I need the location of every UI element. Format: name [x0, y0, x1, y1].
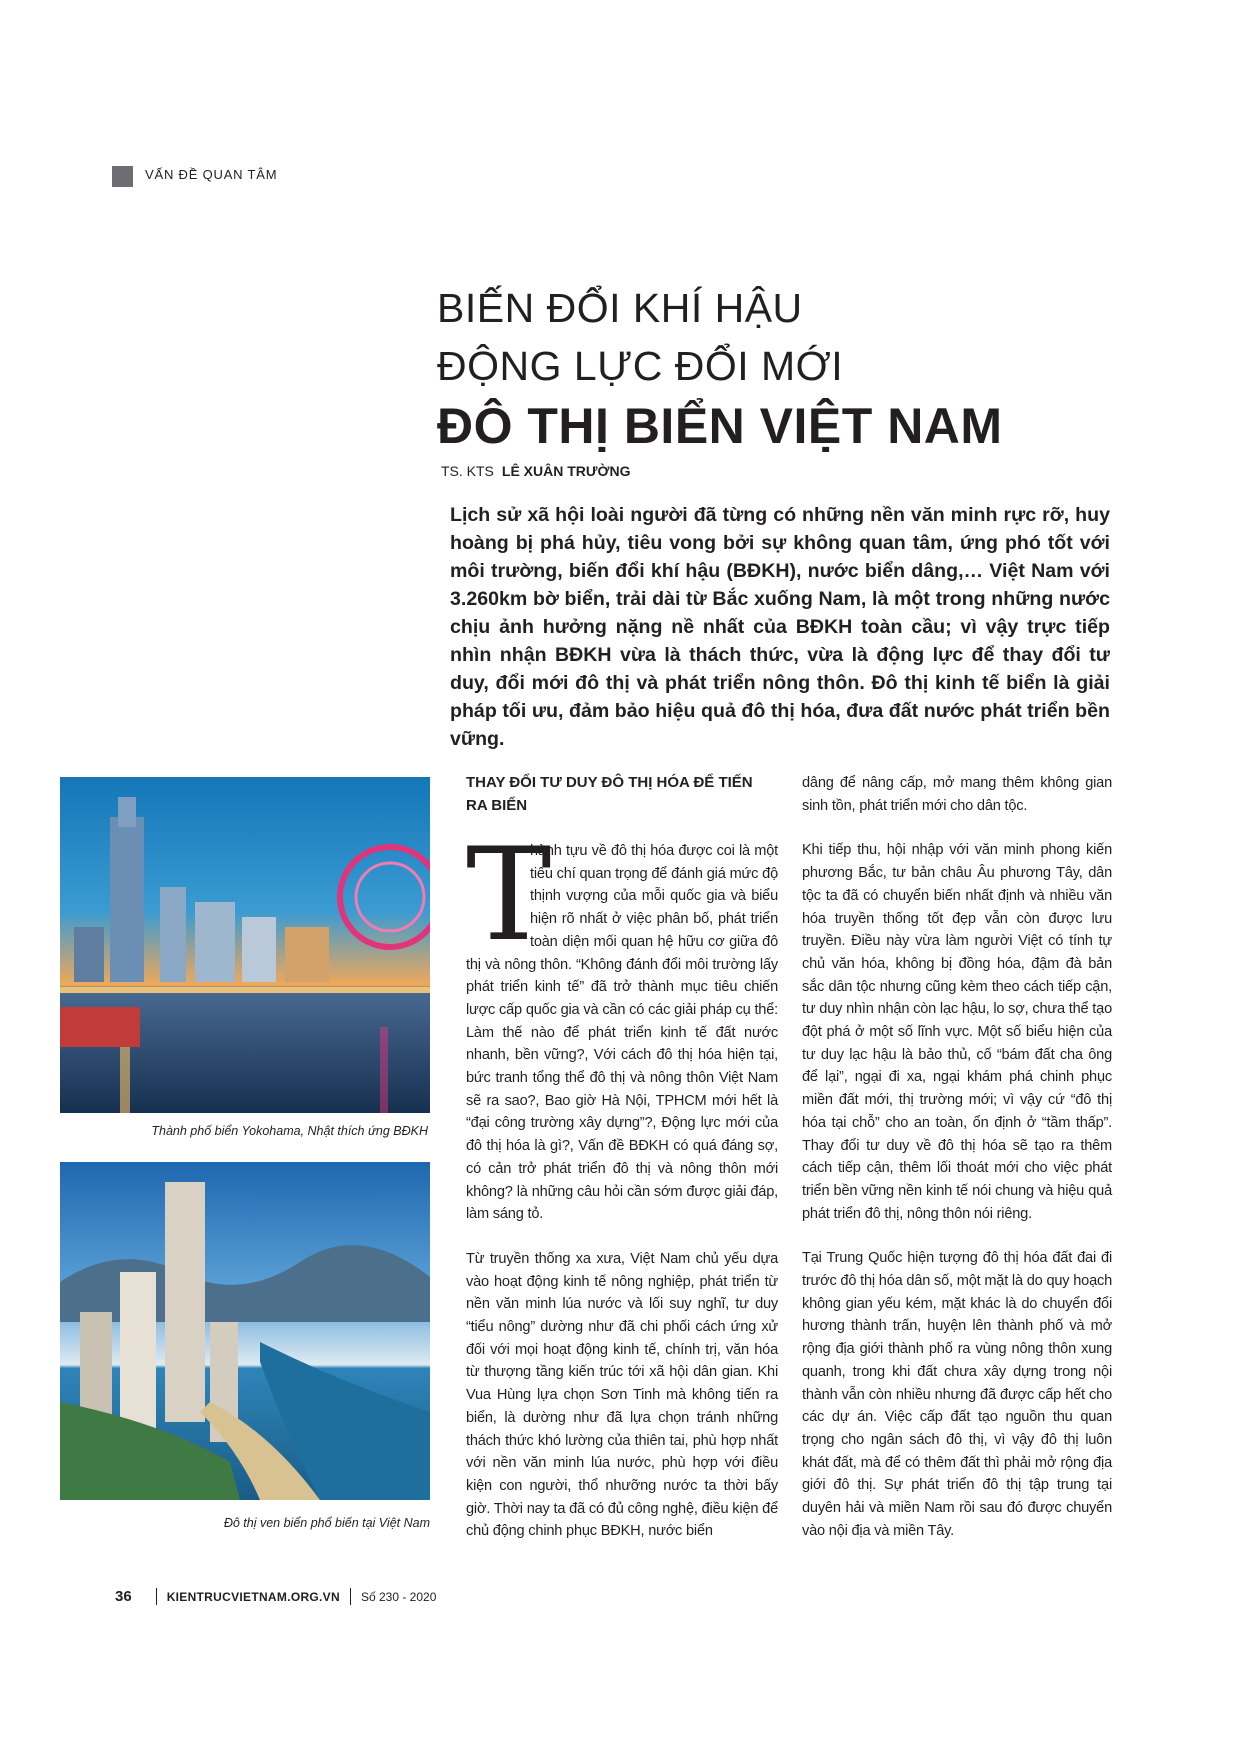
- photo-caption-1: Thành phố biển Yokohama, Nhật thích ứng BĐKH: [151, 1124, 428, 1138]
- footer-divider: [156, 1588, 157, 1605]
- footer-issue: Số 230 - 2020: [360, 1589, 437, 1604]
- byline-author: LÊ XUÂN TRƯỜNG: [501, 463, 631, 479]
- body-paragraph-3: dâng để nâng cấp, mở mang thêm không gian sinh tồn, phát triển mới cho dân tộc.: [802, 775, 1112, 814]
- page-number: 36: [115, 1588, 132, 1605]
- coastal-city-photo: [60, 1162, 430, 1500]
- section-icon: [112, 166, 133, 187]
- body-column-left: [466, 772, 778, 1543]
- title-line-1: BIẾN ĐỔI KHÍ HẬU: [437, 285, 803, 331]
- byline: [441, 463, 630, 479]
- body-paragraph-1: [466, 840, 778, 1226]
- body-paragraph-1-text: hành tựu về đô thị hóa được coi là một tiêu chí quan trọng để đánh giá mức độ thịnh vượng của mỗi quốc gia và biểu hiện rõ nhất ở việc phân bố, phát triển toàn diện mối quan hệ hữu cơ giữa đô thị và nông thôn. “Không đánh đổi môi trường lấy phát triển kinh tế” đã trở thành mục tiêu chiến lược cấp quốc gia và cần có các giải pháp cụ thể: Làm thế nào để phát triển kinh tế đất nước nhanh, bền vững?, Với cách đô thị hóa hiện tại, bức tranh tổng thể đô thị và nông thôn Việt Nam sẽ ra sao?, Bao giờ Hà Nội, TPHCM mới hết là “đại công trường xây dựng”?, Động lực mới của đô thị hóa là gì?, Vấn đề BĐKH có quá đáng sợ, có cản trở phát triển đô thị và nông thôn mới không? là những câu hỏi cần sớm được giải đáp, làm sáng tỏ.: [466, 843, 778, 1223]
- body-paragraph-4: Khi tiếp thu, hội nhập với văn minh phong kiến phương Bắc, tư bản châu Âu phương Tây, dân tộc ta đã có chuyển biến nhất định và nhiều văn hóa truyền thống tốt đẹp vẫn còn được lưu truyền. Điều này vừa làm người Việt có tính tự chủ văn hóa, không bị đồng hóa, đậm đà bản sắc dân tộc nhưng cũng kèm theo cách tiếp cận, tư duy nhìn nhận còn lạc hậu, lo sợ, chưa thể tạo đột phá ở một số lĩnh vực. Một số biểu hiện của tư duy lạc hậu là bảo thủ, cố “bám đất cha ông để lại”, ngại đi xa, ngại khám phá chinh phục miền đất mới, thị trường mới; vì vậy cứ “đô thị hóa tại chỗ” cho an toàn, ổn định ở “tầm thấp”. Thay đổi tư duy về đô thị hóa sẽ tạo ra thêm cách tiếp cận, thêm lối thoát mới cho việc phát triển bền vững nền kinh tế nói chung và hiệu quả phát triển đô thị, nông thôn nói riêng.: [802, 842, 1112, 1222]
- yokohama-illustration: [60, 777, 430, 1113]
- lead-paragraph: Lịch sử xã hội loài người đã từng có những nền văn minh rực rỡ, huy hoàng bị phá hủy, tiêu vong bởi sự không quan tâm, ứng phó tốt với môi trường, biến đổi khí hậu (BĐKH), nước biển dâng,… Việt Nam với 3.260km bờ biển, trải dài từ Bắc xuống Nam, là một trong những nước chịu ảnh hưởng nặng nề nhất của BĐKH toàn cầu; vì vậy trực tiếp nhìn nhận BĐKH vừa là thách thức, vừa là động lực để thay đổi tư duy, đổi mới đô thị và phát triển nông thôn. Đô thị kinh tế biển là giải pháp tối ưu, đảm bảo hiệu quả đô thị hóa, đưa đất nước phát triển bền vững.: [450, 504, 1110, 750]
- yokohama-photo: [60, 777, 430, 1113]
- page-footer: [115, 1588, 436, 1605]
- footer-divider: [350, 1588, 351, 1605]
- section-label: VẤN ĐỀ QUAN TÂM: [145, 167, 278, 182]
- title-line-3: ĐÔ THỊ BIỂN VIỆT NAM: [437, 398, 1003, 454]
- title-line-2: ĐỘNG LỰC ĐỔI MỚI: [437, 343, 844, 389]
- coastal-city-illustration: [60, 1162, 430, 1500]
- byline-prefix: TS. KTS: [441, 463, 494, 479]
- footer-site: KIENTRUCVIETNAM.ORG.VN: [166, 1589, 340, 1604]
- photo-caption-2: Đô thị ven biển phổ biến tại Việt Nam: [223, 1516, 430, 1530]
- body-paragraph-5: Tại Trung Quốc hiện tượng đô thị hóa đất đai đi trước đô thị hóa dân số, một mặt là do quy hoạch không gian yếu kém, mặt khác là do chuyển đổi hương thành trấn, huyện lên thành phố và mở rộng địa giới thành phố ra vùng nông thôn xung quanh, trong khi đất chưa xây dựng trong nội thành vẫn còn nhiều nhưng đã được cấp hết cho các dự án. Việc cấp đất tạo nguồn thu quan trọng cho ngân sách đô thị, vì vậy đô thị luôn khát đất, mà để có thêm đất thì phải mở rộng địa giới đô thị. Sự phát triển đô thị tập trung tại duyên hải và miền Nam rồi sau đó được chuyển vào nội địa và miền Tây.: [802, 1250, 1112, 1539]
- body-paragraph-2: Từ truyền thống xa xưa, Việt Nam chủ yếu dựa vào hoạt động kinh tế nông nghiệp, phát triển từ nền văn minh lúa nước và lối suy nghĩ, tư duy “tiểu nông” dường như đã chi phối cách ứng xử đối với mọi hoạt động kinh tế, chính trị, văn hóa từ thượng tầng kiến trúc tới xã hội dân gian. Khi Vua Hùng lựa chọn Sơn Tinh mà không tiến ra biển, là dường như đã lựa chọn tránh những thách thức khó lường của thiên tai, phù hợp nhất với nền văn minh lúa nước, phù hợp với điều kiện con người, thổ nhưỡng nước ta thời bấy giờ. Thời nay ta đã có đủ công nghệ, điều kiện để chủ động chinh phục BĐKH, nước biển: [466, 1250, 778, 1540]
- drop-cap: T: [466, 821, 552, 970]
- body-column-right: [802, 772, 1112, 1543]
- section-subheading: THAY ĐỔI TƯ DUY ĐÔ THỊ HÓA ĐỂ TIẾN RA BIỂN: [466, 774, 753, 814]
